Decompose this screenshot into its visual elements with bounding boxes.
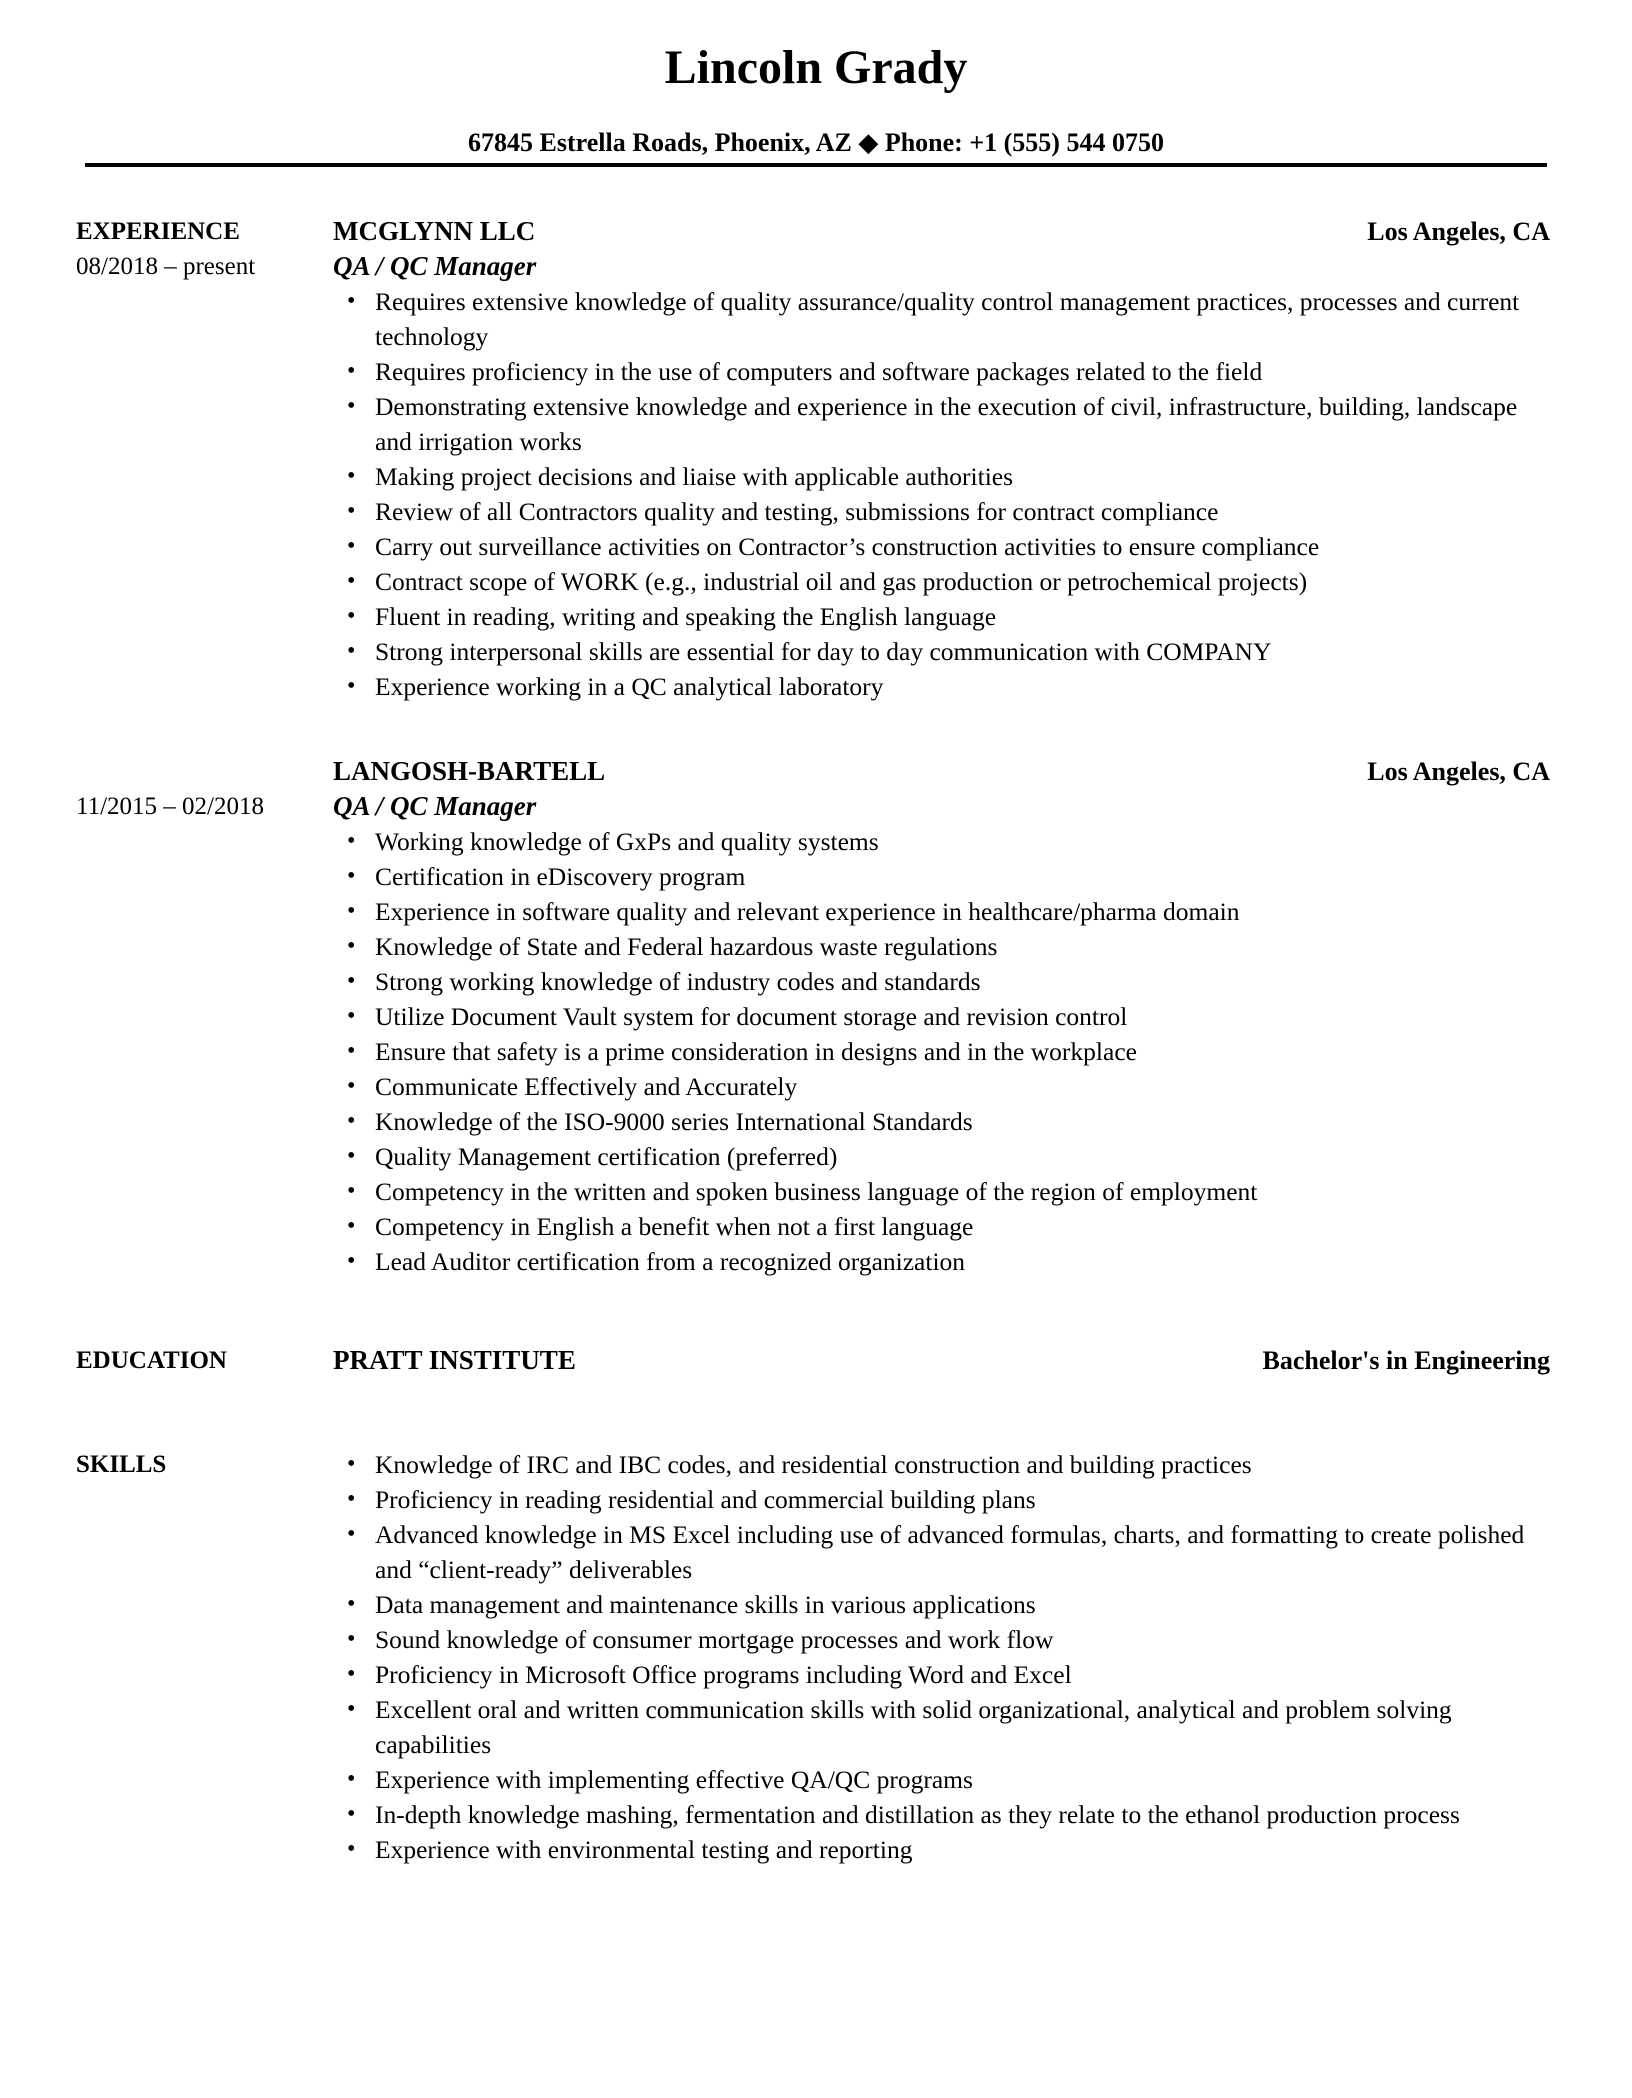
candidate-name: Lincoln Grady — [664, 41, 968, 94]
list-item: • Requires proficiency in the use of computers and software packages related to the field — [343, 354, 1543, 389]
list-item: • Review of all Contractors quality and testing, submissions for contract compliance — [343, 494, 1543, 529]
list-item: • Contract scope of WORK (e.g., industrial oil and gas production or petrochemical projects) — [343, 564, 1543, 599]
job-location: Los Angeles, CA — [1367, 217, 1550, 246]
list-item: • Carry out surveillance activities on Contractor’s construction activities to ensure compliance — [343, 529, 1543, 564]
list-item: • Experience in software quality and relevant experience in healthcare/pharma domain — [343, 894, 1543, 929]
list-item: • Requires extensive knowledge of quality assurance/quality control management practices, processes and current technology — [343, 284, 1543, 354]
school-name: PRATT INSTITUTE — [333, 1345, 576, 1375]
contact-info: 67845 Estrella Roads, Phoenix, AZ ◆ Phone: +1 (555) 544 0750 — [468, 128, 1164, 157]
job-bullets — [343, 284, 1543, 704]
list-item: • Knowledge of IRC and IBC codes, and residential construction and building practices — [343, 1447, 1543, 1482]
experience-heading: EXPERIENCE — [76, 218, 240, 245]
list-item: • In-depth knowledge mashing, fermentation and distillation as they relate to the ethanol production process — [343, 1797, 1543, 1832]
list-item: • Experience with environmental testing and reporting — [343, 1832, 1543, 1867]
list-item: • Making project decisions and liaise with applicable authorities — [343, 459, 1543, 494]
list-item: • Fluent in reading, writing and speaking the English language — [343, 599, 1543, 634]
list-item: • Proficiency in Microsoft Office programs including Word and Excel — [343, 1657, 1543, 1692]
job-company: MCGLYNN LLC — [333, 216, 536, 246]
skills-heading: SKILLS — [76, 1451, 167, 1478]
job-title: QA / QC Manager — [333, 251, 537, 281]
list-item: • Certification in eDiscovery program — [343, 859, 1543, 894]
job-dates: 11/2015 – 02/2018 — [76, 793, 264, 820]
list-item: • Experience working in a QC analytical laboratory — [343, 669, 1543, 704]
skills-list — [343, 1447, 1543, 1867]
list-item: • Experience with implementing effective QA/QC programs — [343, 1762, 1543, 1797]
degree: Bachelor's in Engineering — [1262, 1346, 1550, 1375]
list-item: • Communicate Effectively and Accurately — [343, 1069, 1543, 1104]
list-item: • Quality Management certification (preferred) — [343, 1139, 1543, 1174]
list-item: • Data management and maintenance skills in various applications — [343, 1587, 1543, 1622]
list-item: • Demonstrating extensive knowledge and experience in the execution of civil, infrastructure, building, landscape and irrigation works — [343, 389, 1543, 459]
header-divider — [85, 163, 1547, 167]
education-heading: EDUCATION — [76, 1347, 227, 1374]
job-title: QA / QC Manager — [333, 791, 537, 821]
list-item: • Advanced knowledge in MS Excel including use of advanced formulas, charts, and formatting to create polished and “client-ready” deliverables — [343, 1517, 1543, 1587]
job-company: LANGOSH-BARTELL — [333, 756, 606, 786]
list-item: • Sound knowledge of consumer mortgage processes and work flow — [343, 1622, 1543, 1657]
list-item: • Lead Auditor certification from a recognized organization — [343, 1244, 1543, 1279]
list-item: • Competency in English a benefit when not a first language — [343, 1209, 1543, 1244]
list-item: • Ensure that safety is a prime consideration in designs and in the workplace — [343, 1034, 1543, 1069]
list-item: • Proficiency in reading residential and commercial building plans — [343, 1482, 1543, 1517]
list-item: • Excellent oral and written communication skills with solid organizational, analytical and problem solving capabilities — [343, 1692, 1543, 1762]
list-item: • Strong interpersonal skills are essential for day to day communication with COMPANY — [343, 634, 1543, 669]
job-dates: 08/2018 – present — [76, 253, 256, 280]
list-item: • Competency in the written and spoken business language of the region of employment — [343, 1174, 1543, 1209]
list-item: • Knowledge of the ISO-9000 series International Standards — [343, 1104, 1543, 1139]
list-item: • Strong working knowledge of industry codes and standards — [343, 964, 1543, 999]
job-bullets — [343, 824, 1543, 1279]
list-item: • Working knowledge of GxPs and quality systems — [343, 824, 1543, 859]
list-item: • Knowledge of State and Federal hazardous waste regulations — [343, 929, 1543, 964]
list-item: • Utilize Document Vault system for document storage and revision control — [343, 999, 1543, 1034]
job-location: Los Angeles, CA — [1367, 757, 1550, 786]
